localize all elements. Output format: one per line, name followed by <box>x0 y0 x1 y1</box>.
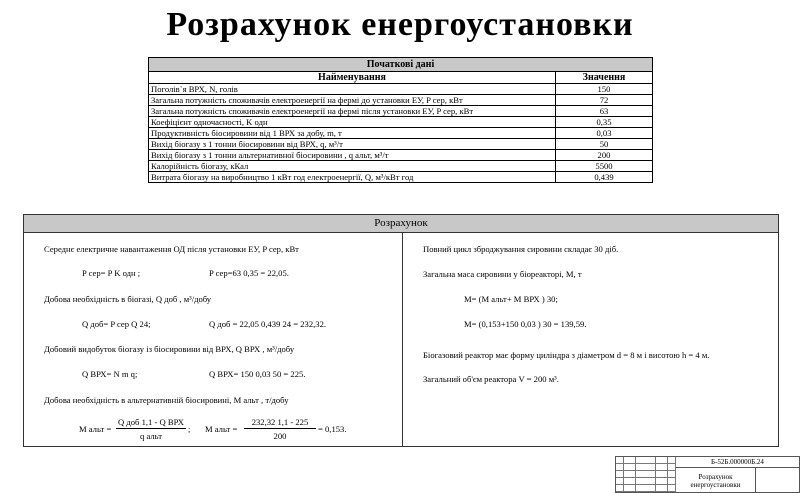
table-caption: Початкові дані <box>149 58 653 72</box>
stamp-grid <box>616 457 676 492</box>
stamp-cell <box>624 457 636 464</box>
formula-malt-denominator: q альт <box>140 431 162 441</box>
formula-psr: P сер= P K одн ; <box>82 268 141 278</box>
stamp-cell <box>656 471 668 478</box>
text-daily-need: Добова необхідність в біогазі, Q доб , м³/добу <box>44 294 212 304</box>
stamp-cell <box>616 485 624 492</box>
stamp-document-name: Розрахунок енергоустановки <box>676 467 756 492</box>
column-divider <box>402 233 403 446</box>
formula-malt-result: = 0,153. <box>318 424 347 434</box>
formula-malt-numerator-calc: 232,32 1,1 - 225 <box>251 417 309 427</box>
stamp-cell <box>668 485 676 492</box>
table-row <box>149 106 653 117</box>
row-name: Вихід біогазу з 1 тонни біосировини від ВРХ, q, м³/т <box>149 139 556 150</box>
stamp-cell <box>656 478 668 485</box>
formula-malt-denominator-calc: 200 <box>273 431 287 441</box>
stamp-cell <box>624 471 636 478</box>
row-value: 50 <box>556 139 653 150</box>
table-row <box>149 139 653 150</box>
stamp-cell <box>668 471 676 478</box>
stamp-cell <box>636 485 656 492</box>
text-reactor-shape: Біогазовий реактор має форму циліндра з діаметром d = 8 м і висотою h = 4 м. <box>423 350 710 360</box>
stamp-cell <box>616 464 624 471</box>
text-avg-load: Середнє електричне навантаження ОД після установки ЕУ, P сер, кВт <box>44 244 299 254</box>
calculation-caption: Розрахунок <box>24 215 778 233</box>
formula-qdob: Q доб= P сер Q 24; <box>82 319 151 329</box>
row-name: Витрата біогазу на виробництво 1 кВт год електроенергії, Q, м³/кВт год <box>149 172 556 183</box>
stamp-cell <box>636 464 656 471</box>
stamp-document-code: Б-52Б.000000Б.24 <box>676 457 799 468</box>
text-daily-yield: Добовий видобуток біогазу із біосировини від ВРХ, Q ВРХ , м³/добу <box>44 344 295 354</box>
stamp-cell <box>616 478 624 485</box>
row-value: 0,35 <box>556 117 653 128</box>
row-name: Загальна потужність споживачів електроенергії на фермі після установки ЕУ, P сер, кВт <box>149 106 556 117</box>
table-row <box>149 117 653 128</box>
stamp-cell <box>636 471 656 478</box>
stamp-cell <box>668 464 676 471</box>
page-title: Розрахунок енергоустановки <box>166 6 634 43</box>
initial-data-table <box>148 57 653 183</box>
stamp-cell <box>656 464 668 471</box>
row-value: 0,03 <box>556 128 653 139</box>
row-name: Вихід біогазу з 1 тонни альтернативної біосировини , q альт, м³/т <box>149 150 556 161</box>
stamp-cell <box>636 457 656 464</box>
row-name: Калорійність біогазу, кКал <box>149 161 556 172</box>
row-value: 63 <box>556 106 653 117</box>
formula-malt-lhs: M альт = <box>79 424 112 434</box>
column-header-value: Значення <box>556 72 653 84</box>
stamp-cell <box>636 478 656 485</box>
title-block-stamp <box>615 456 800 493</box>
formula-m-calc: M= (0,153+150 0,03 ) 30 = 139,59. <box>464 319 587 329</box>
formula-separator: ; <box>188 424 191 434</box>
row-value: 200 <box>556 150 653 161</box>
row-value: 150 <box>556 84 653 95</box>
formula-malt-lhs-calc: M альт = <box>205 424 238 434</box>
stamp-cell <box>616 471 624 478</box>
stamp-right-cells <box>756 467 799 492</box>
stamp-cell <box>624 478 636 485</box>
table-row <box>149 95 653 106</box>
text-cycle: Повний цикл зброджування сировини складає 30 діб. <box>423 244 619 254</box>
calculation-panel <box>23 214 779 447</box>
stamp-cell <box>656 457 668 464</box>
table-row <box>149 150 653 161</box>
stamp-cell <box>668 457 676 464</box>
row-name: Продуктивність біосировини від 1 ВРХ за добу, m, т <box>149 128 556 139</box>
stamp-cell <box>624 464 636 471</box>
stamp-cell <box>616 457 624 464</box>
formula-qdob-calc: Q доб = 22,05 0,439 24 = 232,32. <box>209 319 327 329</box>
formula-qvrh-calc: Q ВРХ= 150 0,03 50 = 225. <box>209 369 306 379</box>
text-alt-need: Добова необхідність в альтернативній біосировині, M альт , т/добу <box>44 395 289 405</box>
row-name: Коефіцієнт одночасності, K одн <box>149 117 556 128</box>
text-total-mass: Загальна маса сировини у біореакторі, M, т <box>423 269 582 279</box>
stamp-cell <box>668 478 676 485</box>
table-row <box>149 161 653 172</box>
formula-m: M= (M альт+ M ВРХ ) 30; <box>464 294 558 304</box>
row-value: 5500 <box>556 161 653 172</box>
text-reactor-volume: Загальний об'єм реактора V = 200 м³. <box>423 374 559 384</box>
table-row <box>149 128 653 139</box>
table-row <box>149 84 653 95</box>
stamp-cell <box>656 485 668 492</box>
table-row <box>149 172 653 183</box>
fraction-bar <box>116 428 186 429</box>
column-header-name: Найменування <box>149 72 556 84</box>
formula-malt-numerator: Q доб 1,1 - Q ВРХ <box>118 417 184 427</box>
formula-psr-calc: P сер=63 0,35 = 22,05. <box>209 268 289 278</box>
row-value: 0,439 <box>556 172 653 183</box>
fraction-bar <box>244 428 316 429</box>
row-value: 72 <box>556 95 653 106</box>
formula-qvrh: Q ВРХ= N m q; <box>82 369 138 379</box>
row-name: Загальна потужність споживачів електроенергії на фермі до установки ЕУ, P сер, кВт <box>149 95 556 106</box>
stamp-cell <box>624 485 636 492</box>
row-name: Поголів`я ВРХ, N, голів <box>149 84 556 95</box>
